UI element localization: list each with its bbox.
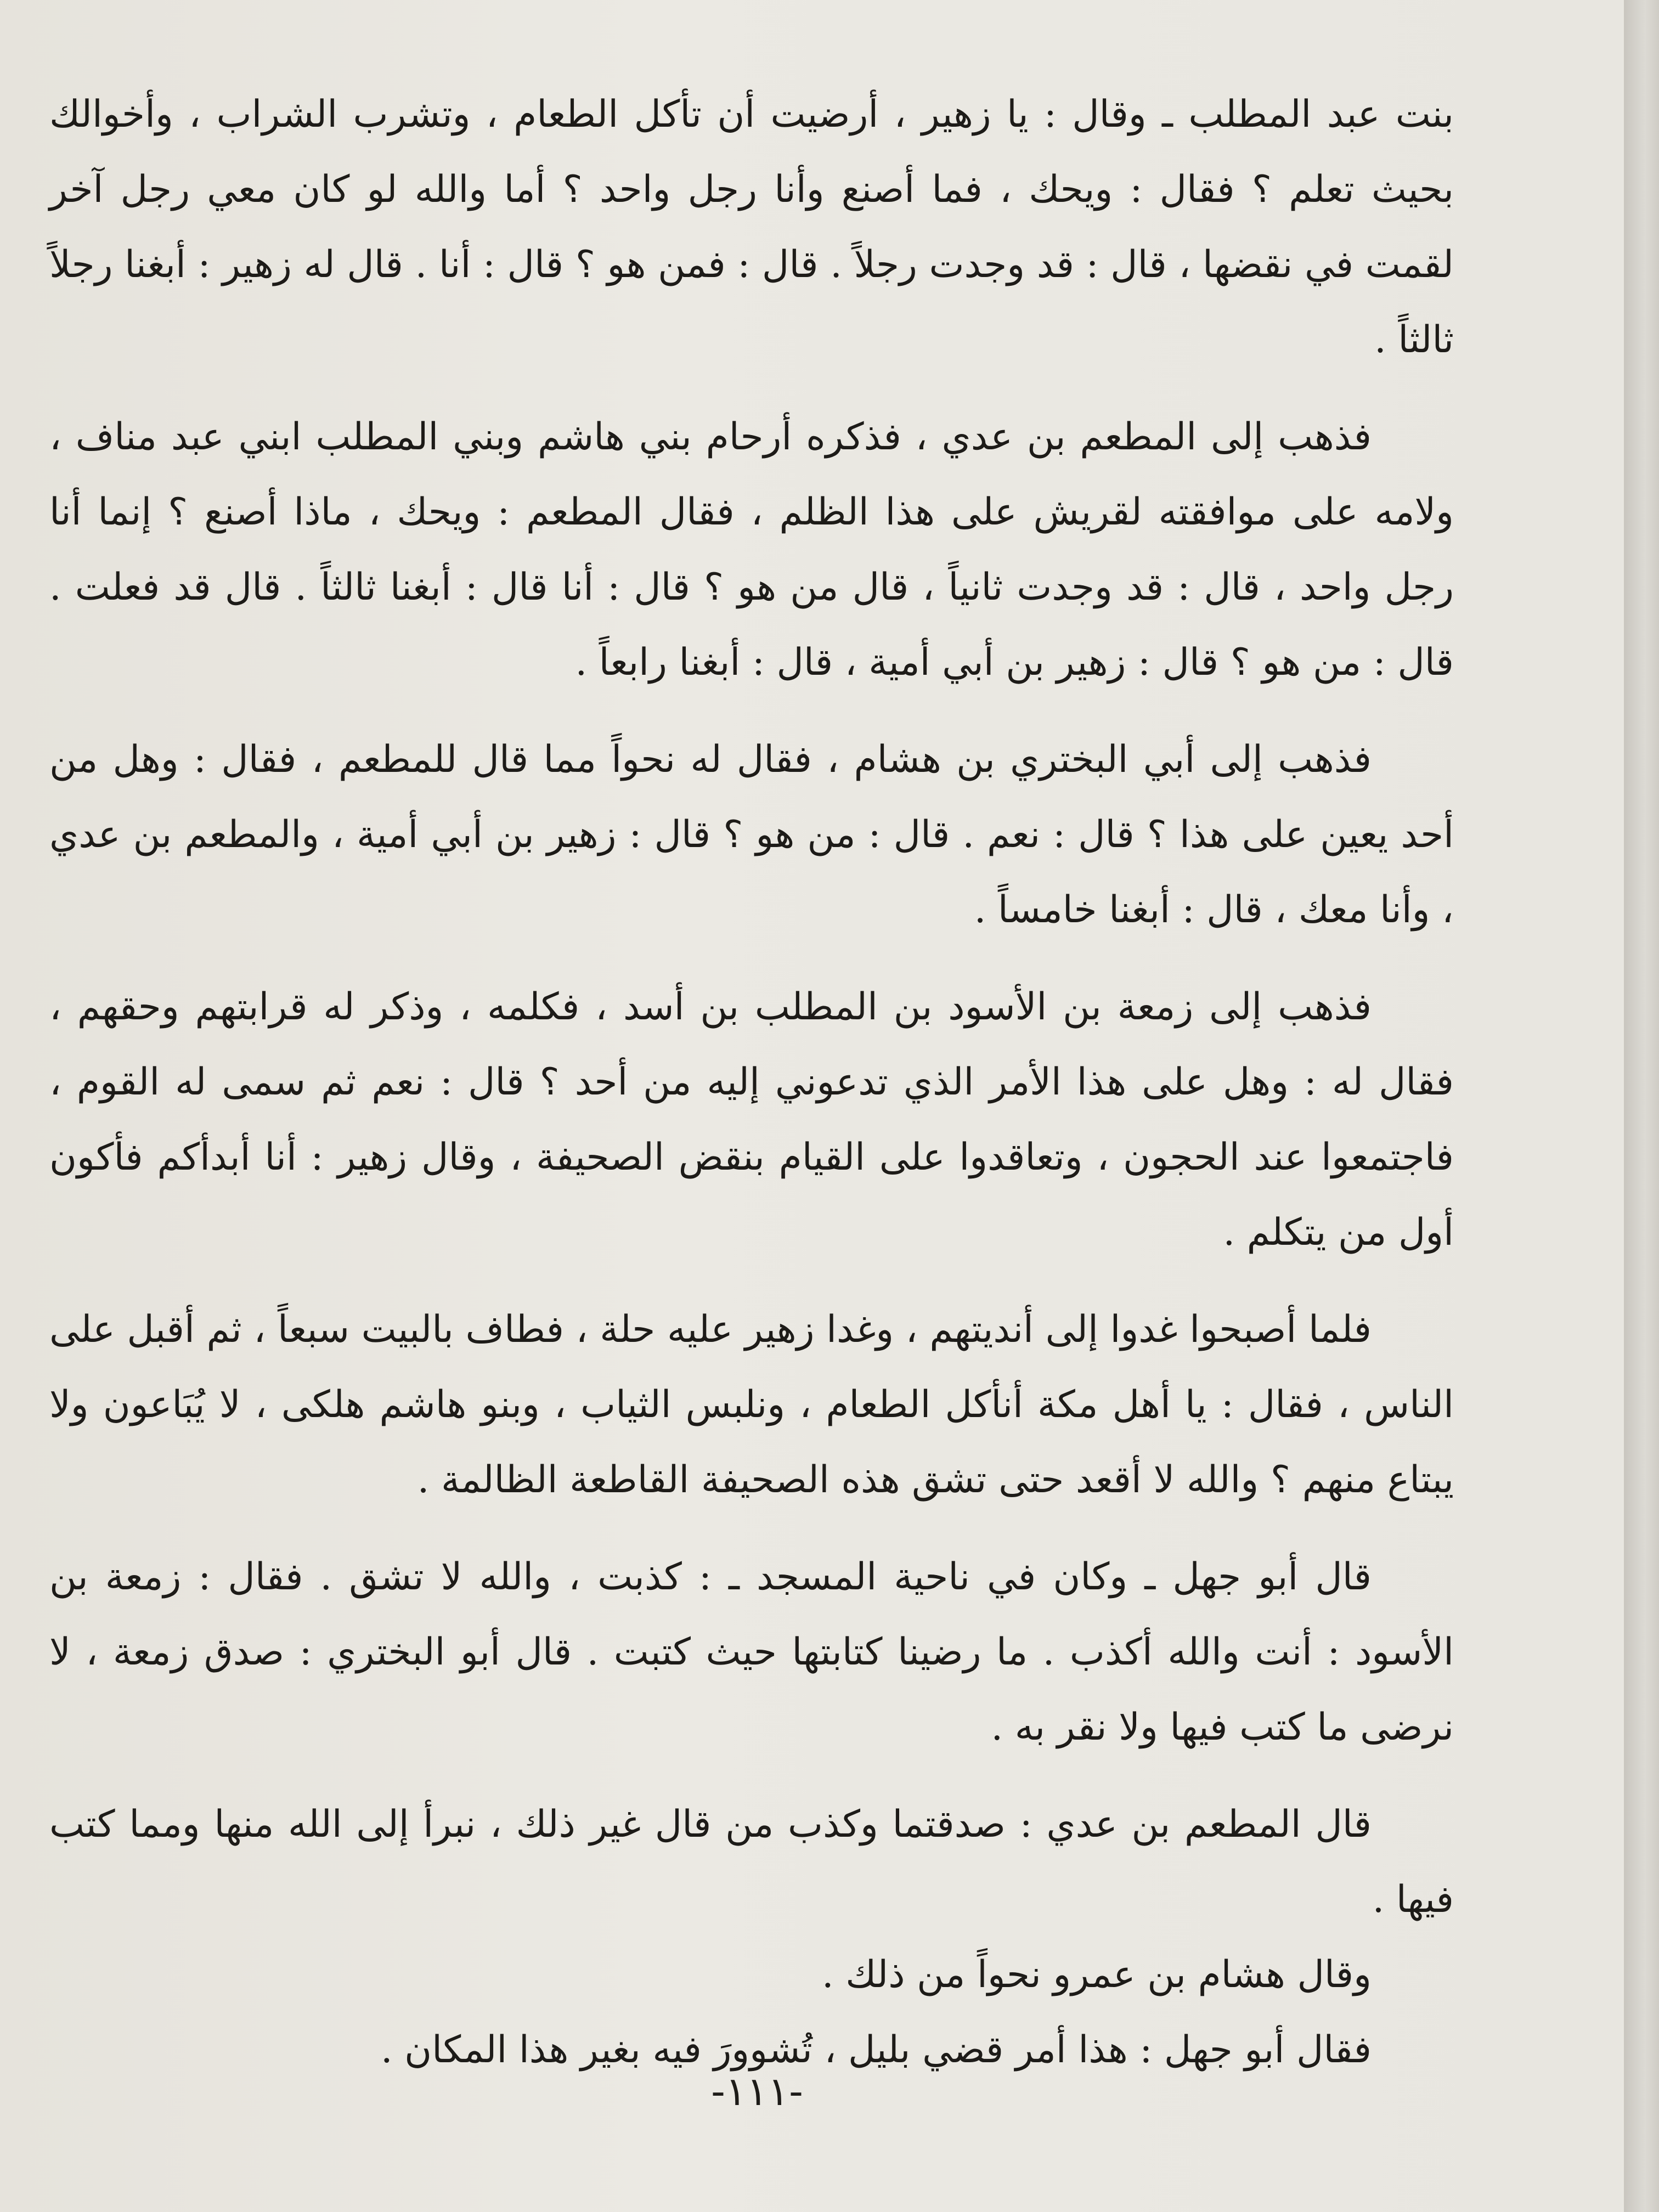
paragraph-5: فلما أصبحوا غدوا إلى أنديتهم ، وغدا زهير عليه حلة ، فطاف بالبيت سبعاً ، ثم أقبل على الناس ، فقال : يا أهل مكة أنأكل الطعام ، ونلبس الثياب ، وبنو هاشم هلكى ، لا يُبَاعون ولا يبتاع منهم ؟ والله لا أقعد حتى تشق هذه الصحيفة القاطعة الظالمة . [49,1308,1454,1502]
paragraph-4: فذهب إلى زمعة بن الأسود بن المطلب بن أسد ، فكلمه ، وذكر له قرابتهم وحقهم ، فقال له : وهل على هذا الأمر الذي تدعوني إليه من أحد ؟ قال : نعم ثم سمى له القوم ، فاجتمعوا عند الحجون ، وتعاقدوا على القيام بنقض الصحيفة ، وقال زهير : أنا أبدأكم فأكون أول من يتكلم . [49,985,1454,1254]
page-number: -١١١- [711,2068,803,2114]
paragraph-3: فذهب إلى أبي البختري بن هشام ، فقال له نحواً مما قال للمطعم ، فقال : وهل من أحد يعين على هذا ؟ قال : نعم . قال : من هو ؟ قال : زهير بن أبي أمية ، والمطعم بن عدي ، وأنا معك ، قال : أبغنا خامساً . [49,738,1454,932]
paragraph-7: قال المطعم بن عدي : صدقتما وكذب من قال غير ذلك ، نبرأ إلى الله منها ومما كتب فيها . [49,1803,1454,1921]
paragraph-1: بنت عبد المطلب ـ وقال : يا زهير ، أرضيت أن تأكل الطعام ، وتشرب الشراب ، وأخوالك بحيث تعلم ؟ فقال : ويحك ، فما أصنع وأنا رجل واحد ؟ أما والله لو كان معي رجل آخر لقمت في نقضها ، قال : قد وجدت رجلاً . قال : فمن هو ؟ قال : أنا . قال له زهير : أبغنا رجلاً ثالثاً . [49,93,1454,362]
paragraph-9: فقال أبو جهل : هذا أمر قضي بليل ، تُشوورَ فيه بغير هذا المكان . [380,2028,1372,2072]
page-body-text [49,77,1454,2087]
paragraph-2: فذهب إلى المطعم بن عدي ، فذكره أرحام بني هاشم وبني المطلب ابني عبد مناف ، ولامه على موافقته لقريش على هذا الظلم ، فقال المطعم : ويحك ، ماذا أصنع ؟ إنما أنا رجل واحد ، قال : قد وجدت ثانياً ، قال من هو ؟ قال : أنا قال : أبغنا ثالثاً . قال قد فعلت . قال : من هو ؟ قال : زهير بن أبي أمية ، قال : أبغنا رابعاً . [49,415,1454,684]
paragraph-6: قال أبو جهل ـ وكان في ناحية المسجد ـ : كذبت ، والله لا تشق . فقال : زمعة بن الأسود : أنت والله أكذب . ما رضينا كتابتها حيث كتبت . قال أبو البختري : صدق زمعة ، لا نرضى ما كتب فيها ولا نقر به . [49,1555,1454,1749]
page-edge [1624,0,1659,2212]
paragraph-8: وقال هشام بن عمرو نحواً من ذلك . [821,1953,1372,1996]
